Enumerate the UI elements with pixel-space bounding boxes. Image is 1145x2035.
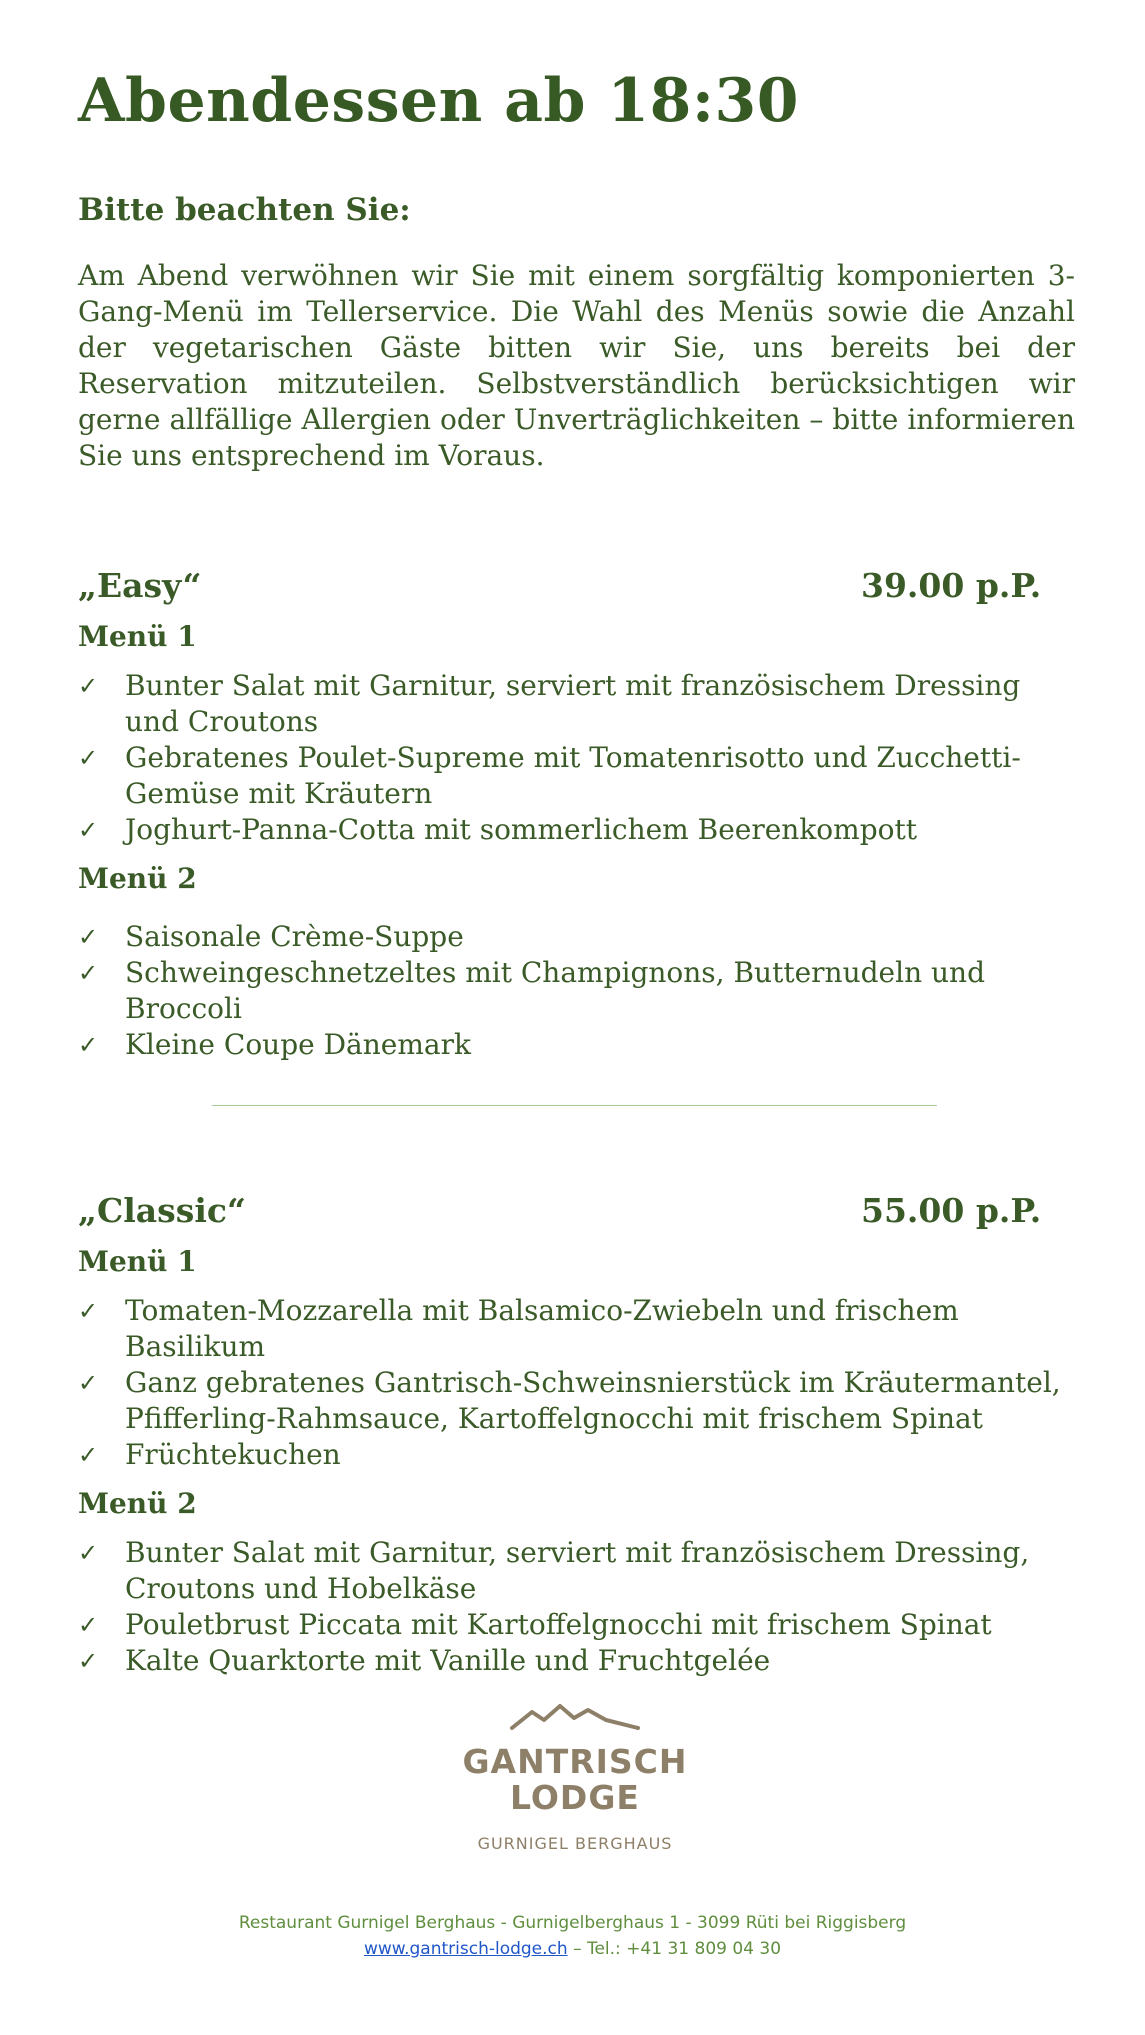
section-name: „Easy“	[78, 566, 202, 605]
section-name: „Classic“	[78, 1191, 246, 1230]
dish-item	[78, 1365, 1075, 1437]
section-divider	[212, 1105, 937, 1106]
dish-text: Pouletbrust Piccata mit Kartoffelgnocchi mit frischem Spinat	[125, 1608, 992, 1641]
menu-section-easy	[78, 566, 1075, 1063]
dish-item	[78, 1643, 1075, 1679]
section-header	[78, 566, 1075, 610]
dish-text: Joghurt-Panna-Cotta mit sommerlichem Beerenkompott	[125, 813, 917, 846]
notice-text: Am Abend verwöhnen wir Sie mit einem sorgfältig komponierten 3-Gang-Menü im Tellerservice. Die Wahl des Menüs sowie die Anzahl der vegetarischen Gäste bitten wir Sie, uns bereits bei der Reservation mitzuteilen. Selbstverständlich berücksichtigen wir gerne allfällige Allergien oder Unverträglichkeiten – bitte informieren Sie uns entsprechend im Voraus.	[78, 259, 1075, 472]
dish-text: Saisonale Crème-Suppe	[125, 920, 464, 953]
footer-phone: – Tel.: +41 31 809 04 30	[567, 1939, 782, 1959]
footer	[0, 1910, 1145, 1962]
check-icon: ✓	[78, 1297, 99, 1325]
logo-line-2: LODGE	[510, 1778, 640, 1817]
section-header	[78, 1191, 1075, 1235]
check-icon: ✓	[78, 1441, 99, 1469]
dish-item	[78, 919, 1075, 955]
dish-text: Schweingeschnetzeltes mit Champignons, Butternudeln und Broccoli	[125, 956, 985, 1025]
dish-text: Tomaten-Mozzarella mit Balsamico-Zwiebeln und frischem Basilikum	[125, 1294, 959, 1363]
dish-text: Bunter Salat mit Garnitur, serviert mit französischem Dressing, Croutons und Hobelkäse	[125, 1536, 1030, 1605]
check-icon: ✓	[78, 1031, 99, 1059]
page-title: Abendessen ab 18:30	[78, 66, 800, 136]
check-icon: ✓	[78, 744, 99, 772]
dish-item	[78, 668, 1075, 740]
dish-item	[78, 812, 1075, 848]
check-icon: ✓	[78, 672, 99, 700]
dish-item	[78, 1027, 1075, 1063]
dish-text: Kleine Coupe Dänemark	[125, 1028, 471, 1061]
dish-item	[78, 955, 1075, 1027]
logo-subtitle: GURNIGEL BERGHAUS	[477, 1834, 673, 1853]
check-icon: ✓	[78, 1647, 99, 1675]
website-link[interactable]: www.gantrisch-lodge.ch	[363, 1939, 568, 1959]
menu-label: Menü 2	[78, 1487, 197, 1520]
dish-text: Früchtekuchen	[125, 1438, 341, 1471]
menu-label: Menü 1	[78, 1245, 197, 1278]
dish-item	[78, 1437, 1075, 1473]
dish-text: Kalte Quarktorte mit Vanille und Fruchtgelée	[125, 1644, 771, 1677]
menu-label: Menü 2	[78, 862, 197, 895]
section-price: 55.00 p.P.	[861, 1191, 1042, 1230]
dish-item	[78, 740, 1075, 812]
dish-item	[78, 1607, 1075, 1643]
dish-item	[78, 1535, 1075, 1607]
dish-text: Gebratenes Poulet-Supreme mit Tomatenrisotto und Zucchetti-Gemüse mit Kräutern	[125, 741, 1021, 810]
check-icon: ✓	[78, 816, 99, 844]
dish-list	[78, 1293, 1075, 1473]
dish-list	[78, 1535, 1075, 1679]
mountain-icon	[510, 1702, 640, 1732]
check-icon: ✓	[78, 1611, 99, 1639]
check-icon: ✓	[78, 1539, 99, 1567]
footer-contact	[0, 1936, 1145, 1962]
check-icon: ✓	[78, 1369, 99, 1397]
dish-text: Ganz gebratenes Gantrisch-Schweinsnierstück im Kräutermantel, Pfifferling-Rahmsauce, Kartoffelgnocchi mit frischem Spinat	[125, 1366, 1061, 1435]
logo-line-1: GANTRISCH	[462, 1742, 688, 1781]
check-icon: ✓	[78, 959, 99, 987]
footer-address: Restaurant Gurnigel Berghaus - Gurnigelberghaus 1 - 3099 Rüti bei Riggisberg	[238, 1913, 907, 1933]
dish-item	[78, 1293, 1075, 1365]
dish-list	[78, 668, 1075, 848]
dish-text: Bunter Salat mit Garnitur, serviert mit französischem Dressing und Croutons	[125, 669, 1021, 738]
section-price: 39.00 p.P.	[861, 566, 1042, 605]
menu-label: Menü 1	[78, 620, 197, 653]
check-icon: ✓	[78, 923, 99, 951]
menu-section-classic	[78, 1191, 1075, 1679]
gantrisch-lodge-logo	[455, 1702, 695, 1862]
notice-heading: Bitte beachten Sie:	[78, 192, 411, 228]
dish-list	[78, 919, 1075, 1063]
